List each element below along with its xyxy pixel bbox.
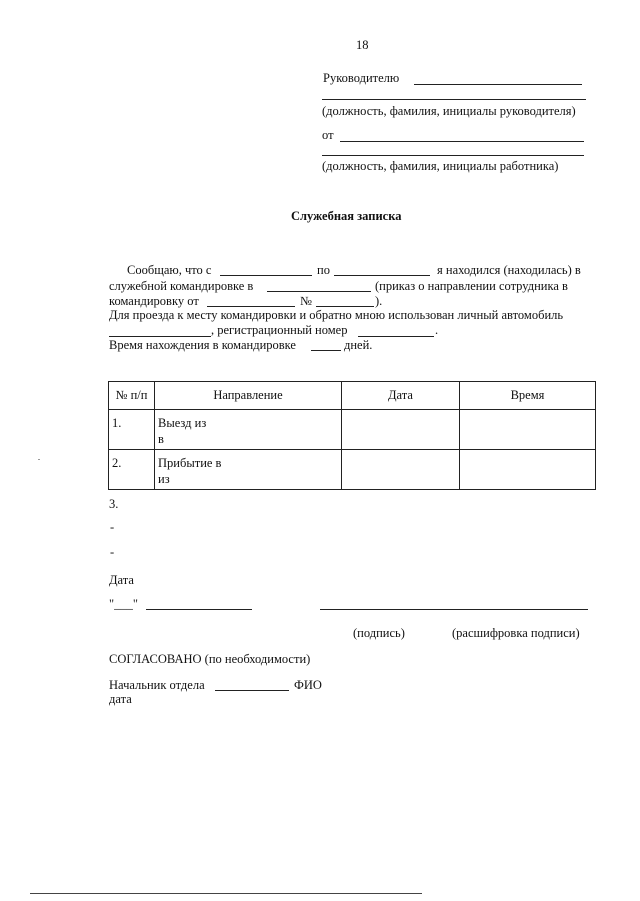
scan-speck xyxy=(38,459,40,460)
body-line6-start: Время нахождения в командировке xyxy=(109,338,296,352)
table-row xyxy=(109,410,596,450)
date-field[interactable] xyxy=(146,609,252,610)
direction-line2: в xyxy=(158,432,164,446)
signature-line[interactable] xyxy=(320,609,588,610)
to-caption: (должность, фамилия, инициалы руководителя) xyxy=(322,104,576,118)
page-number: 18 xyxy=(356,38,369,52)
from-label: от xyxy=(322,128,334,142)
bottom-scan-edge xyxy=(30,893,422,894)
registration-number-field[interactable] xyxy=(358,336,434,337)
head-of-dept-label: Начальник отдела xyxy=(109,678,205,692)
to-name-line[interactable] xyxy=(414,84,582,85)
row-direction xyxy=(155,410,342,450)
table-row xyxy=(109,450,596,490)
order-number-field[interactable] xyxy=(316,306,374,307)
body-line3-start: командировку от xyxy=(109,294,199,308)
approved-label: СОГЛАСОВАНО (по необходимости) xyxy=(109,652,311,666)
dash-1: - xyxy=(110,520,115,534)
header-direction: Направление xyxy=(155,382,342,410)
row-date-cell[interactable] xyxy=(342,450,460,490)
to-position-line[interactable] xyxy=(322,99,586,100)
item-3: 3. xyxy=(109,497,119,511)
fio-label: ФИО xyxy=(294,678,322,692)
header-time: Время xyxy=(460,382,596,410)
head-signature-field[interactable] xyxy=(215,690,289,691)
from-caption: (должность, фамилия, инициалы работника) xyxy=(322,159,559,173)
order-date-field[interactable] xyxy=(207,306,295,307)
direction-line1: Выезд из xyxy=(158,416,207,430)
to-label: Руководителю xyxy=(323,71,400,85)
row-direction xyxy=(155,450,342,490)
body-line5-mid: , регистрационный номер xyxy=(211,323,348,337)
destination-field[interactable] xyxy=(267,291,371,292)
row-number: 2. xyxy=(109,450,155,490)
table-header-row xyxy=(109,382,596,410)
signature-caption: (подпись) xyxy=(353,626,405,640)
row-time-cell[interactable] xyxy=(460,410,596,450)
date-quote-mark: "___" xyxy=(109,597,138,611)
direction-line1: Прибытие в xyxy=(158,456,222,470)
end-date-field[interactable] xyxy=(334,275,430,276)
date-label: Дата xyxy=(109,573,134,587)
signature-decode-caption: (расшифровка подписи) xyxy=(452,626,580,640)
car-model-field[interactable] xyxy=(109,336,211,337)
header-date: Дата xyxy=(342,382,460,410)
date-word: дата xyxy=(109,692,132,706)
trip-table xyxy=(108,381,596,490)
body-line2-end: (приказ о направлении сотрудника в xyxy=(375,279,568,293)
document-title: Служебная записка xyxy=(291,209,402,223)
body-line6-end: дней. xyxy=(344,338,373,352)
row-number: 1. xyxy=(109,410,155,450)
days-count-field[interactable] xyxy=(311,350,341,351)
direction-line2: из xyxy=(158,472,170,486)
from-name-line[interactable] xyxy=(340,141,584,142)
body-line2-start: служебной командировке в xyxy=(109,279,254,293)
body-line1-start: Сообщаю, что с xyxy=(127,263,212,277)
row-time-cell[interactable] xyxy=(460,450,596,490)
from-position-line[interactable] xyxy=(322,155,584,156)
number-sign: № xyxy=(300,294,312,308)
body-line1-end: я находился (находилась) в xyxy=(437,263,581,277)
body-line1-mid: по xyxy=(317,263,330,277)
body-line3-end: ). xyxy=(375,294,383,308)
start-date-field[interactable] xyxy=(220,275,312,276)
dash-2: - xyxy=(110,545,115,559)
body-line5-end: . xyxy=(435,323,439,337)
row-date-cell[interactable] xyxy=(342,410,460,450)
body-line4: Для проезда к месту командировки и обратно мною использован личный автомобиль xyxy=(109,308,564,322)
header-number: № п/п xyxy=(109,382,155,410)
